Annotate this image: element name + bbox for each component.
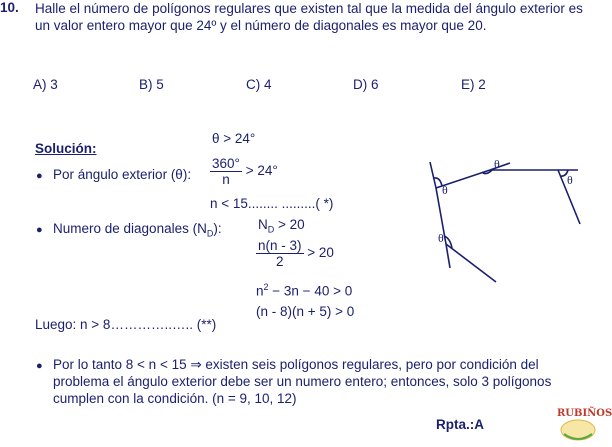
quadratic-inequality: $n^2 - 3n - 40 > 0$ [256, 282, 353, 299]
option-d: D) 6 [353, 77, 379, 92]
solution-heading: Solución: [35, 141, 97, 156]
frac1-denominator: n [222, 172, 230, 187]
frac1-rhs: > 24° [245, 163, 278, 179]
option-b: B) 5 [139, 77, 164, 92]
option-e: E) 2 [461, 77, 486, 92]
logo-text: RUBIÑOS [557, 408, 612, 419]
angle-label: θ [438, 231, 444, 245]
polygon-side [446, 244, 496, 282]
luego-line: Luego: n > 8…………..….. (**) [35, 317, 217, 332]
rubinos-logo [556, 404, 612, 444]
frac1-numerator: 360° [212, 156, 240, 171]
frac2-denominator: 2 [276, 254, 284, 269]
fraction-360-n [210, 156, 278, 187]
problem-number: 10. [0, 0, 19, 15]
conclusion-text: Por lo tanto 8 < n < 15 ⇒ existen seis polígonos regulares, pero por condición del problema el ángulo exterior debe ser un numero entero; entonces, solo 3 polígonos cumplen con la condición. (n = 9, 10, 12) [53, 357, 552, 406]
angle-label: θ [567, 173, 573, 187]
polygon-figure [420, 150, 600, 290]
option-a: A) 3 [33, 77, 58, 92]
bullet-icon: ● [36, 360, 43, 372]
fraction-diagonals [256, 238, 334, 269]
problem-text: Halle el número de polígonos regulares que existen tal que la medida del ángulo exterior es un valor entero mayor que 24º y el número de diagonales es mayor que 20. [35, 1, 583, 33]
extension-line [490, 163, 510, 170]
extension-line [446, 244, 450, 268]
bullet-icon: ● [36, 224, 43, 236]
option-c: C) 4 [246, 77, 272, 92]
extension-line [430, 162, 436, 188]
angle-label: θ [442, 183, 448, 197]
frac2-rhs: > 20 [307, 245, 334, 261]
angle-label: θ [494, 157, 500, 171]
factored-inequality: (n - 8)(n + 5) > 0 [256, 304, 355, 319]
nd-condition: $N_D > 20$ [258, 217, 305, 235]
bullet-icon: ● [36, 170, 43, 182]
n-condition: n < 15........ .........( *) [210, 196, 334, 211]
frac2-numerator: n(n - 3) [258, 238, 302, 253]
bullet1-label: Por ángulo exterior (θ): [53, 167, 192, 182]
theta-condition: θ > 24° [212, 131, 256, 146]
bullet2-label: Numero de diagonales $(N_D)$: [53, 221, 222, 239]
answer: Rpta.:A [436, 417, 484, 432]
